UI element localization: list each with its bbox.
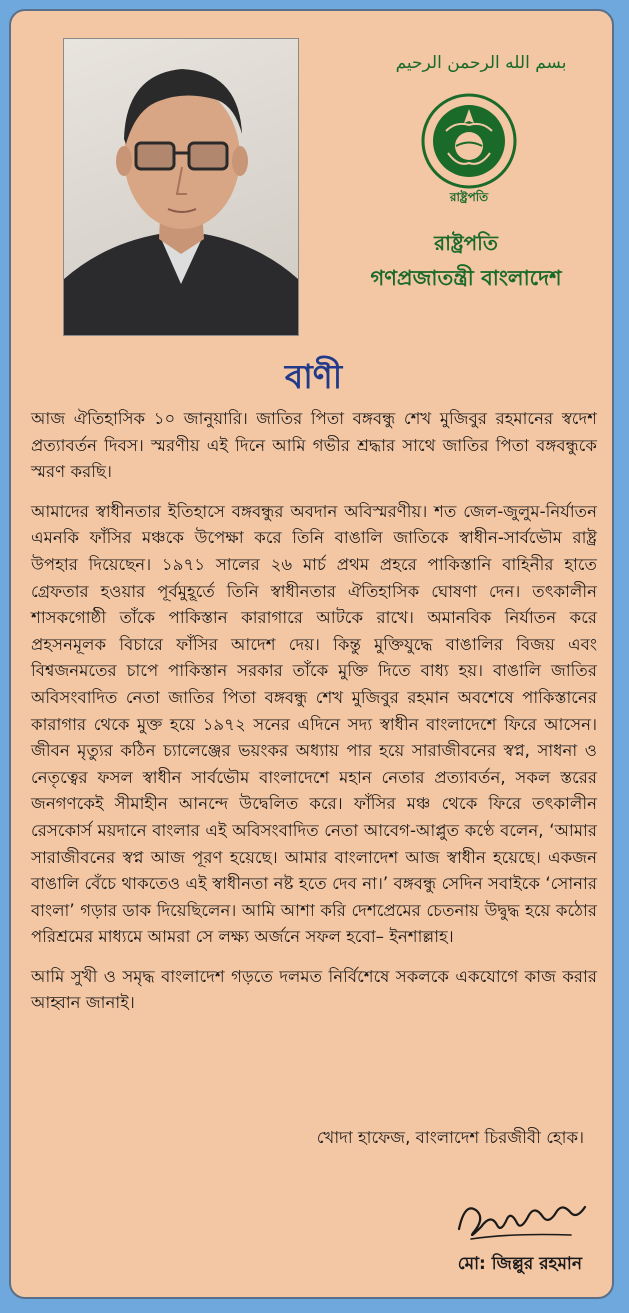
paragraph-3: আমি সুখী ও সমৃদ্ধ বাংলাদেশ গড়তে দলমত নির্বিশেষে সকলকে একযোগে কাজ করার আহ্বান জানাই।: [31, 966, 597, 1013]
bismillah-calligraphy: [381, 47, 581, 77]
president-portrait: [63, 38, 299, 336]
paragraph-1: আজ ঐতিহাসিক ১০ জানুয়ারি। জাতির পিতা বঙ্গবন্ধু শেখ মুজিবুর রহমানের স্বদেশ প্রত্যাবর্তন দিবস। স্মরণীয় এই দিনে আমি গভীর শ্রদ্ধার সাথে জাতির পিতা বঙ্গবন্ধুকে স্মরণ করছি।: [31, 409, 597, 482]
presidential-seal-icon: [416, 91, 522, 207]
seal-label: রাষ্ট্রপতি: [449, 190, 489, 204]
country-name: গণপ্রজাতন্ত্রী বাংলাদেশ: [370, 266, 562, 290]
office-title: রাষ্ট্রপতি: [434, 231, 498, 255]
portrait-illustration: [64, 39, 298, 335]
paragraph-2: আমাদের স্বাধীনতার ইতিহাসে বঙ্গবন্ধুর অবদান অবিস্মরণীয়। শত জেল-জুলুম-নির্যাতন এমনকি ফাঁসির মঞ্চকে উপেক্ষা করে তিনি বাঙালি জাতিকে স্বাধীন-সার্বভৌম রাষ্ট্র উপহার দিয়েছেন। ১৯৭১ সালের ২৬ মার্চ প্রথম প্রহরে পাকিস্তানি বাহিনীর হাতে গ্রেফতার হওয়ার পূর্বমুহূর্তে তিনি স্বাধীনতার ঐতিহাসিক ঘোষণা দেন। তৎকালীন শাসকগোষ্ঠী তাঁকে পাকিস্তান কারাগারে আটকে রাখে। অমানবিক নির্যাতন করে প্রহসনমূলক বিচারে ফাঁসির আদেশ দেয়। কিন্তু মুক্তিযুদ্ধে বাঙালির বিজয় এবং বিশ্বজনমতের চাপে পাকিস্তান সরকার তাঁকে মুক্তি দিতে বাধ্য হয়। বাঙালি জাতির অবিসংবাদিত নেতা জাতির পিতা বঙ্গবন্ধু শেখ মুজিবুর রহমান অবশেষে পাকিস্তানের কারাগার থেকে মুক্ত হয়ে ১৯৭২ সনের এদিনে সদ্য স্বাধীন বাংলাদেশে ফিরে আসেন। জীবন মৃত্যুর কঠিন চ্যালেঞ্জের ভয়ংকর অধ্যায় পার হয়ে সারাজীবনের স্বপ্ন, সাধনা ও নেতৃত্বের ফসল স্বাধীন সার্বভৌম বাংলাদেশে মহান নেতার প্রত্যাবর্তন, সকল স্তরের জনগণকেই সীমাহীন আনন্দে উদ্বেলিত করে। ফাঁসির মঞ্চ থেকে ফিরে তৎকালীন রেসকোর্স ময়দানে বাংলার এই অবিসংবাদিত নেতা আবেগ-আপ্লুত কণ্ঠে বলেন, ‘আমার সারাজীবনের স্বপ্ন আজ পূরণ হয়েছে। আমার বাংলাদেশ আজ স্বাধীন হয়েছে। একজন বাঙালি বেঁচে থাকতেও এই স্বাধীনতা নষ্ট হতে দেব না।’ বঙ্গবন্ধু সেদিন সবাইকে ‘সোনার বাংলা’ গড়ার ডাক দিয়েছিলেন। আমি আশা করি দেশপ্রেমের চেতনায় উদ্বুদ্ধ হয়ে কঠোর পরিশ্রমের মাধ্যমে আমরা সে লক্ষ্য অর্জনে সফল হবো– ইনশাল্লাহ।: [31, 501, 597, 947]
message-card: [9, 9, 614, 1299]
message-body: [31, 406, 597, 1030]
closing-line: খোদা হাফেজ, বাংলাদেশ চিরজীবী হোক।: [316, 1128, 584, 1147]
bismillah-text: بسم الله الرحمن الرحيم: [395, 53, 567, 73]
message-heading: বাণী: [284, 357, 343, 396]
signatory-name: মো: জিল্লুর রহমান: [457, 1254, 582, 1274]
signature-icon: [451, 1189, 591, 1245]
